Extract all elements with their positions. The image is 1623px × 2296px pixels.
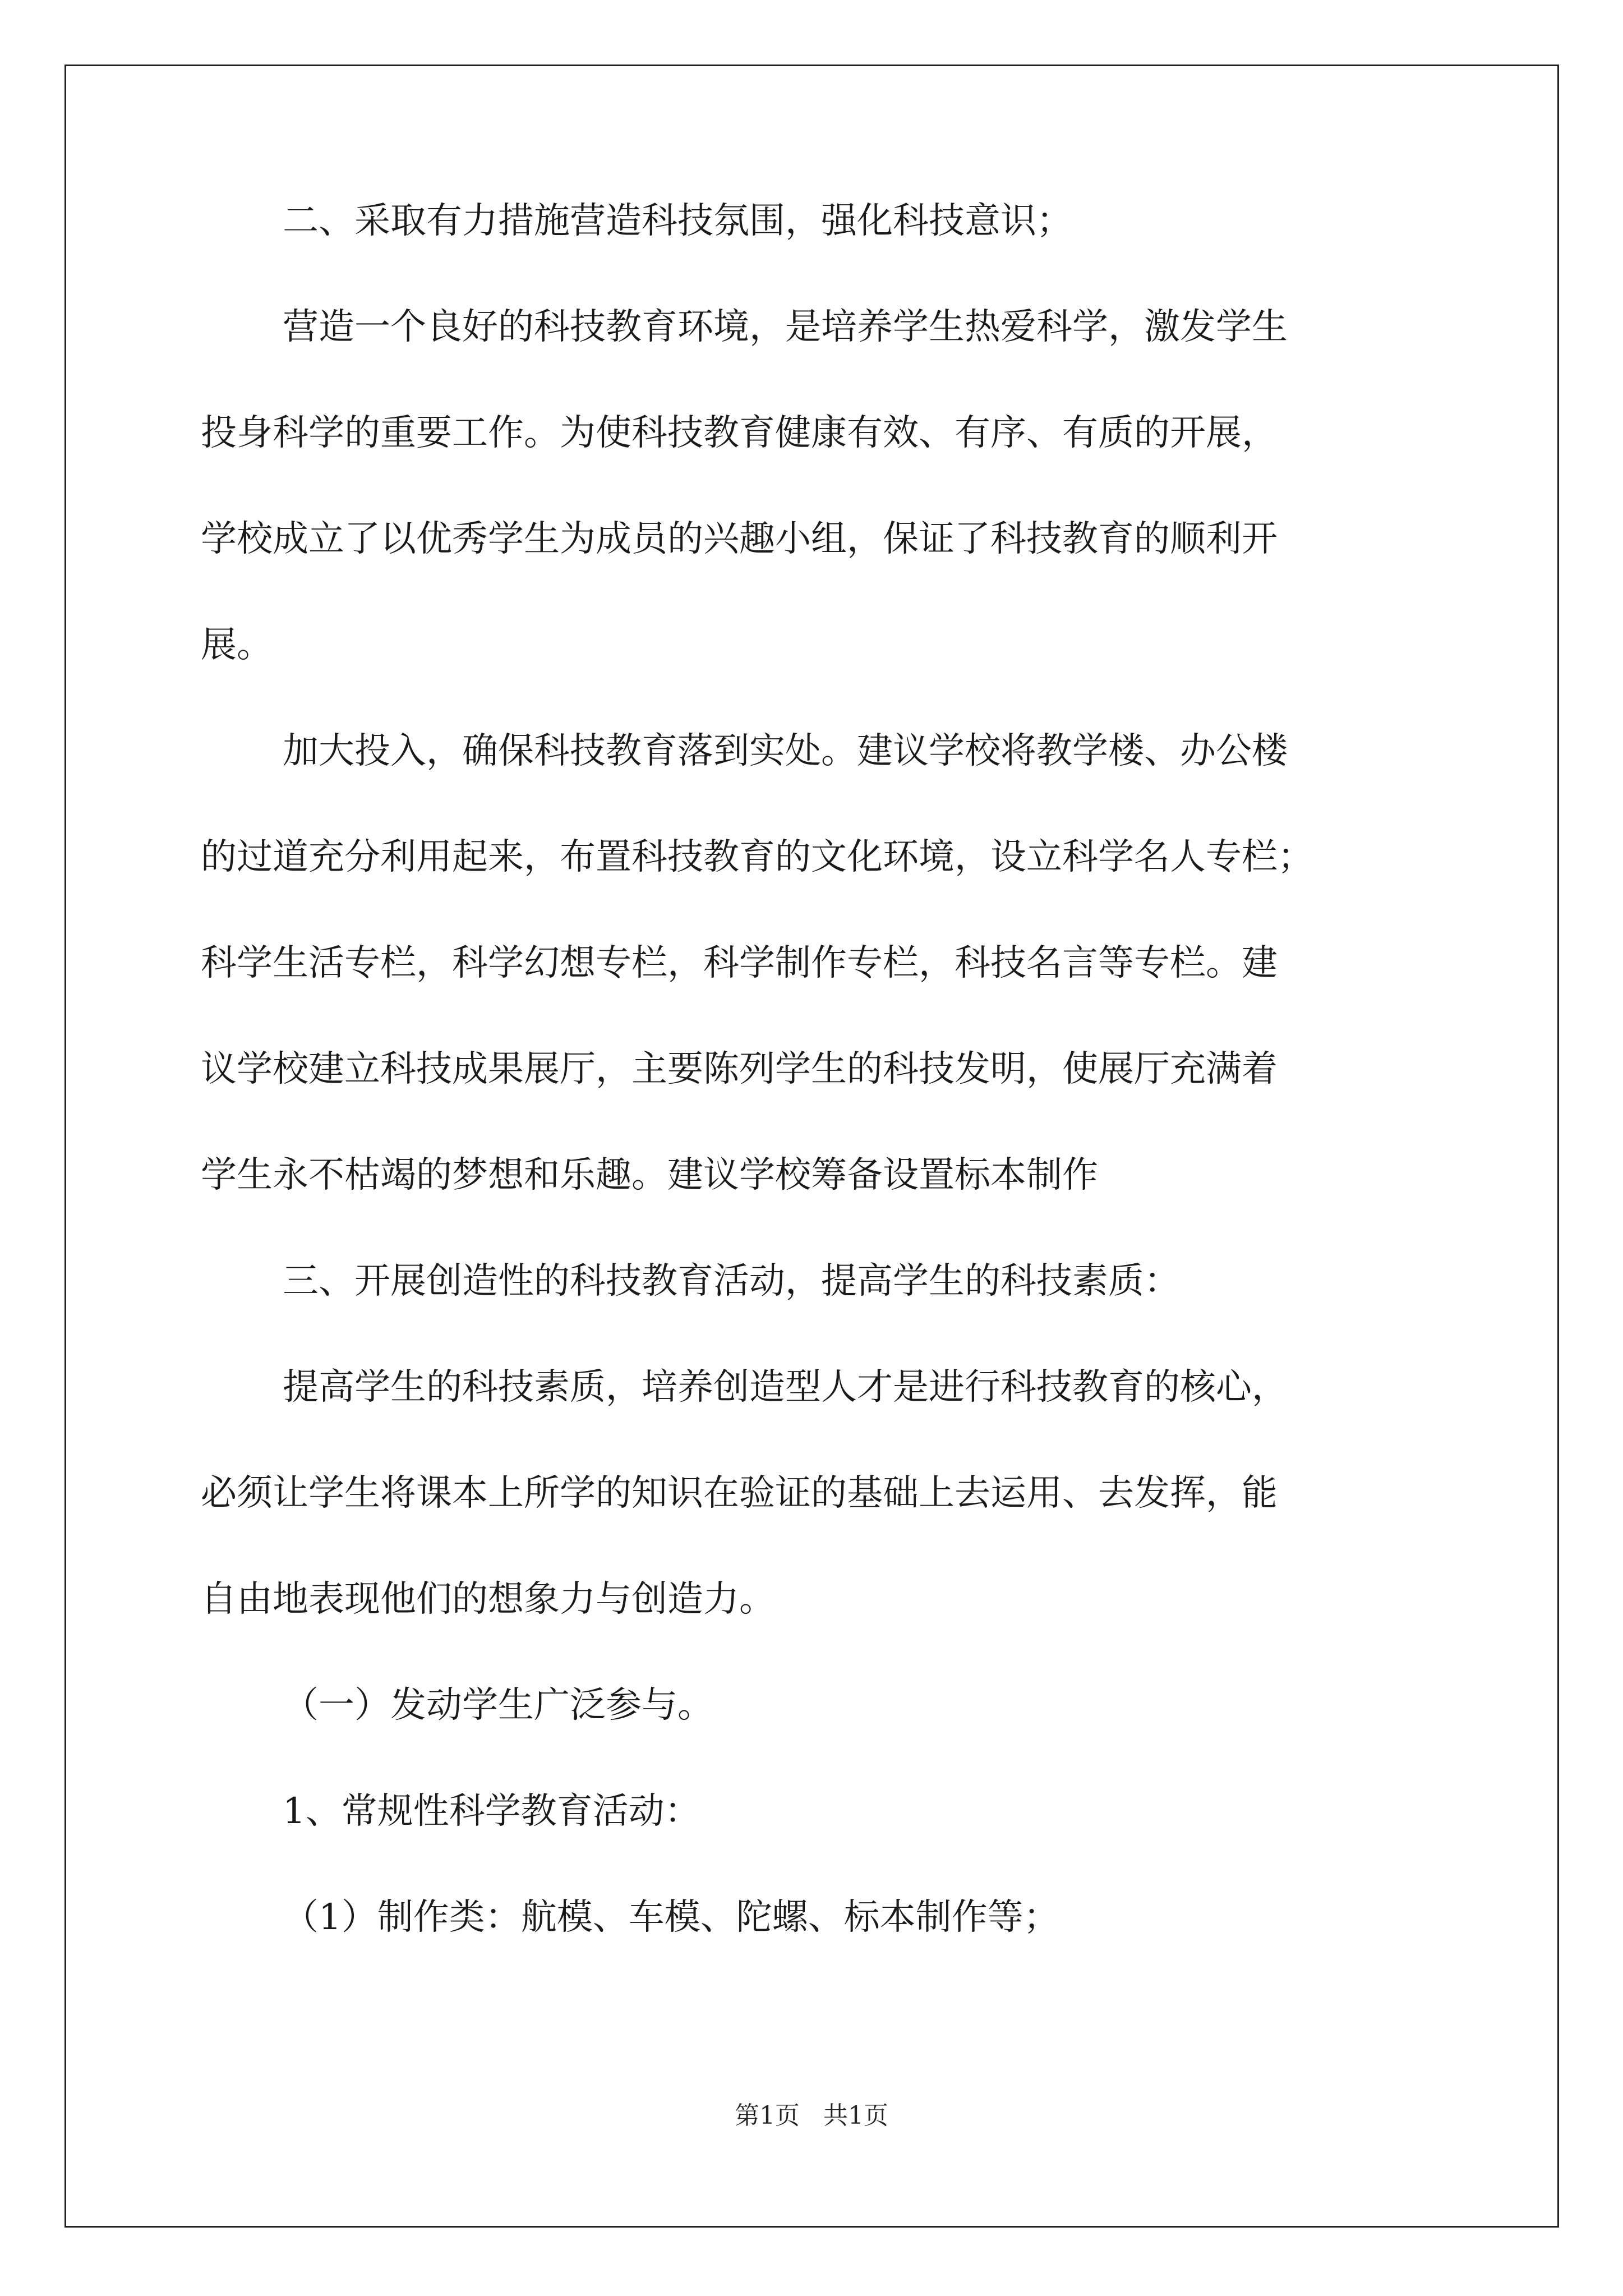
text-line: 1、常规性科学教育活动： bbox=[283, 1791, 700, 1832]
heading-three bbox=[201, 1228, 1435, 1335]
text-line: （1）制作类：航模、车模、陀螺、标本制作等； bbox=[283, 1897, 1059, 1938]
text-line: （一）发动学生广泛参与。 bbox=[283, 1685, 713, 1726]
text-line: 学校成立了以优秀学生为成员的兴趣小组，保证了科技教育的顺利开 bbox=[201, 518, 1278, 560]
text-line: 二、采取有力措施营造科技氛围，强化科技意识； bbox=[283, 200, 1072, 242]
text-line: 营造一个良好的科技教育环境，是培养学生热爱科学，激发学生 bbox=[283, 306, 1288, 348]
text-line: 三、开展创造性的科技教育活动，提高学生的科技素质： bbox=[283, 1260, 1180, 1302]
list-item bbox=[201, 1865, 1435, 1971]
text-line: 提高学生的科技素质，培养创造型人才是进行科技教育的核心， bbox=[283, 1366, 1288, 1408]
list-heading bbox=[201, 1759, 1435, 1865]
text-line: 展。 bbox=[201, 624, 273, 666]
text-line: 加大投入，确保科技教育落到实处。建议学校将教学楼、办公楼 bbox=[283, 730, 1288, 772]
text-line: 必须让学生将课本上所学的知识在验证的基础上去运用、去发挥，能 bbox=[201, 1473, 1278, 1514]
paragraph-quality bbox=[201, 1335, 1435, 1653]
text-line: 议学校建立科技成果展厅，主要陈列学生的科技发明，使展厅充满着 bbox=[201, 1048, 1278, 1090]
heading-two bbox=[201, 168, 1435, 274]
document-body bbox=[201, 168, 1435, 1971]
text-line: 学生永不枯竭的梦想和乐趣。建议学校筹备设置标本制作 bbox=[201, 1154, 1098, 1196]
text-line: 的过道充分利用起来，布置科技教育的文化环境，设立科学名人专栏； bbox=[201, 836, 1313, 878]
text-line: 自由地表现他们的想象力与创造力。 bbox=[201, 1579, 775, 1620]
text-line: 投身科学的重要工作。为使科技教育健康有效、有序、有质的开展， bbox=[201, 412, 1278, 454]
paragraph-investment bbox=[201, 698, 1435, 1228]
subheading-one bbox=[201, 1653, 1435, 1759]
page-footer: 第1页 共1页 bbox=[735, 2101, 888, 2130]
paragraph-environment bbox=[201, 274, 1435, 698]
text-line: 科学生活专栏，科学幻想专栏，科学制作专栏，科技名言等专栏。建 bbox=[201, 942, 1278, 984]
